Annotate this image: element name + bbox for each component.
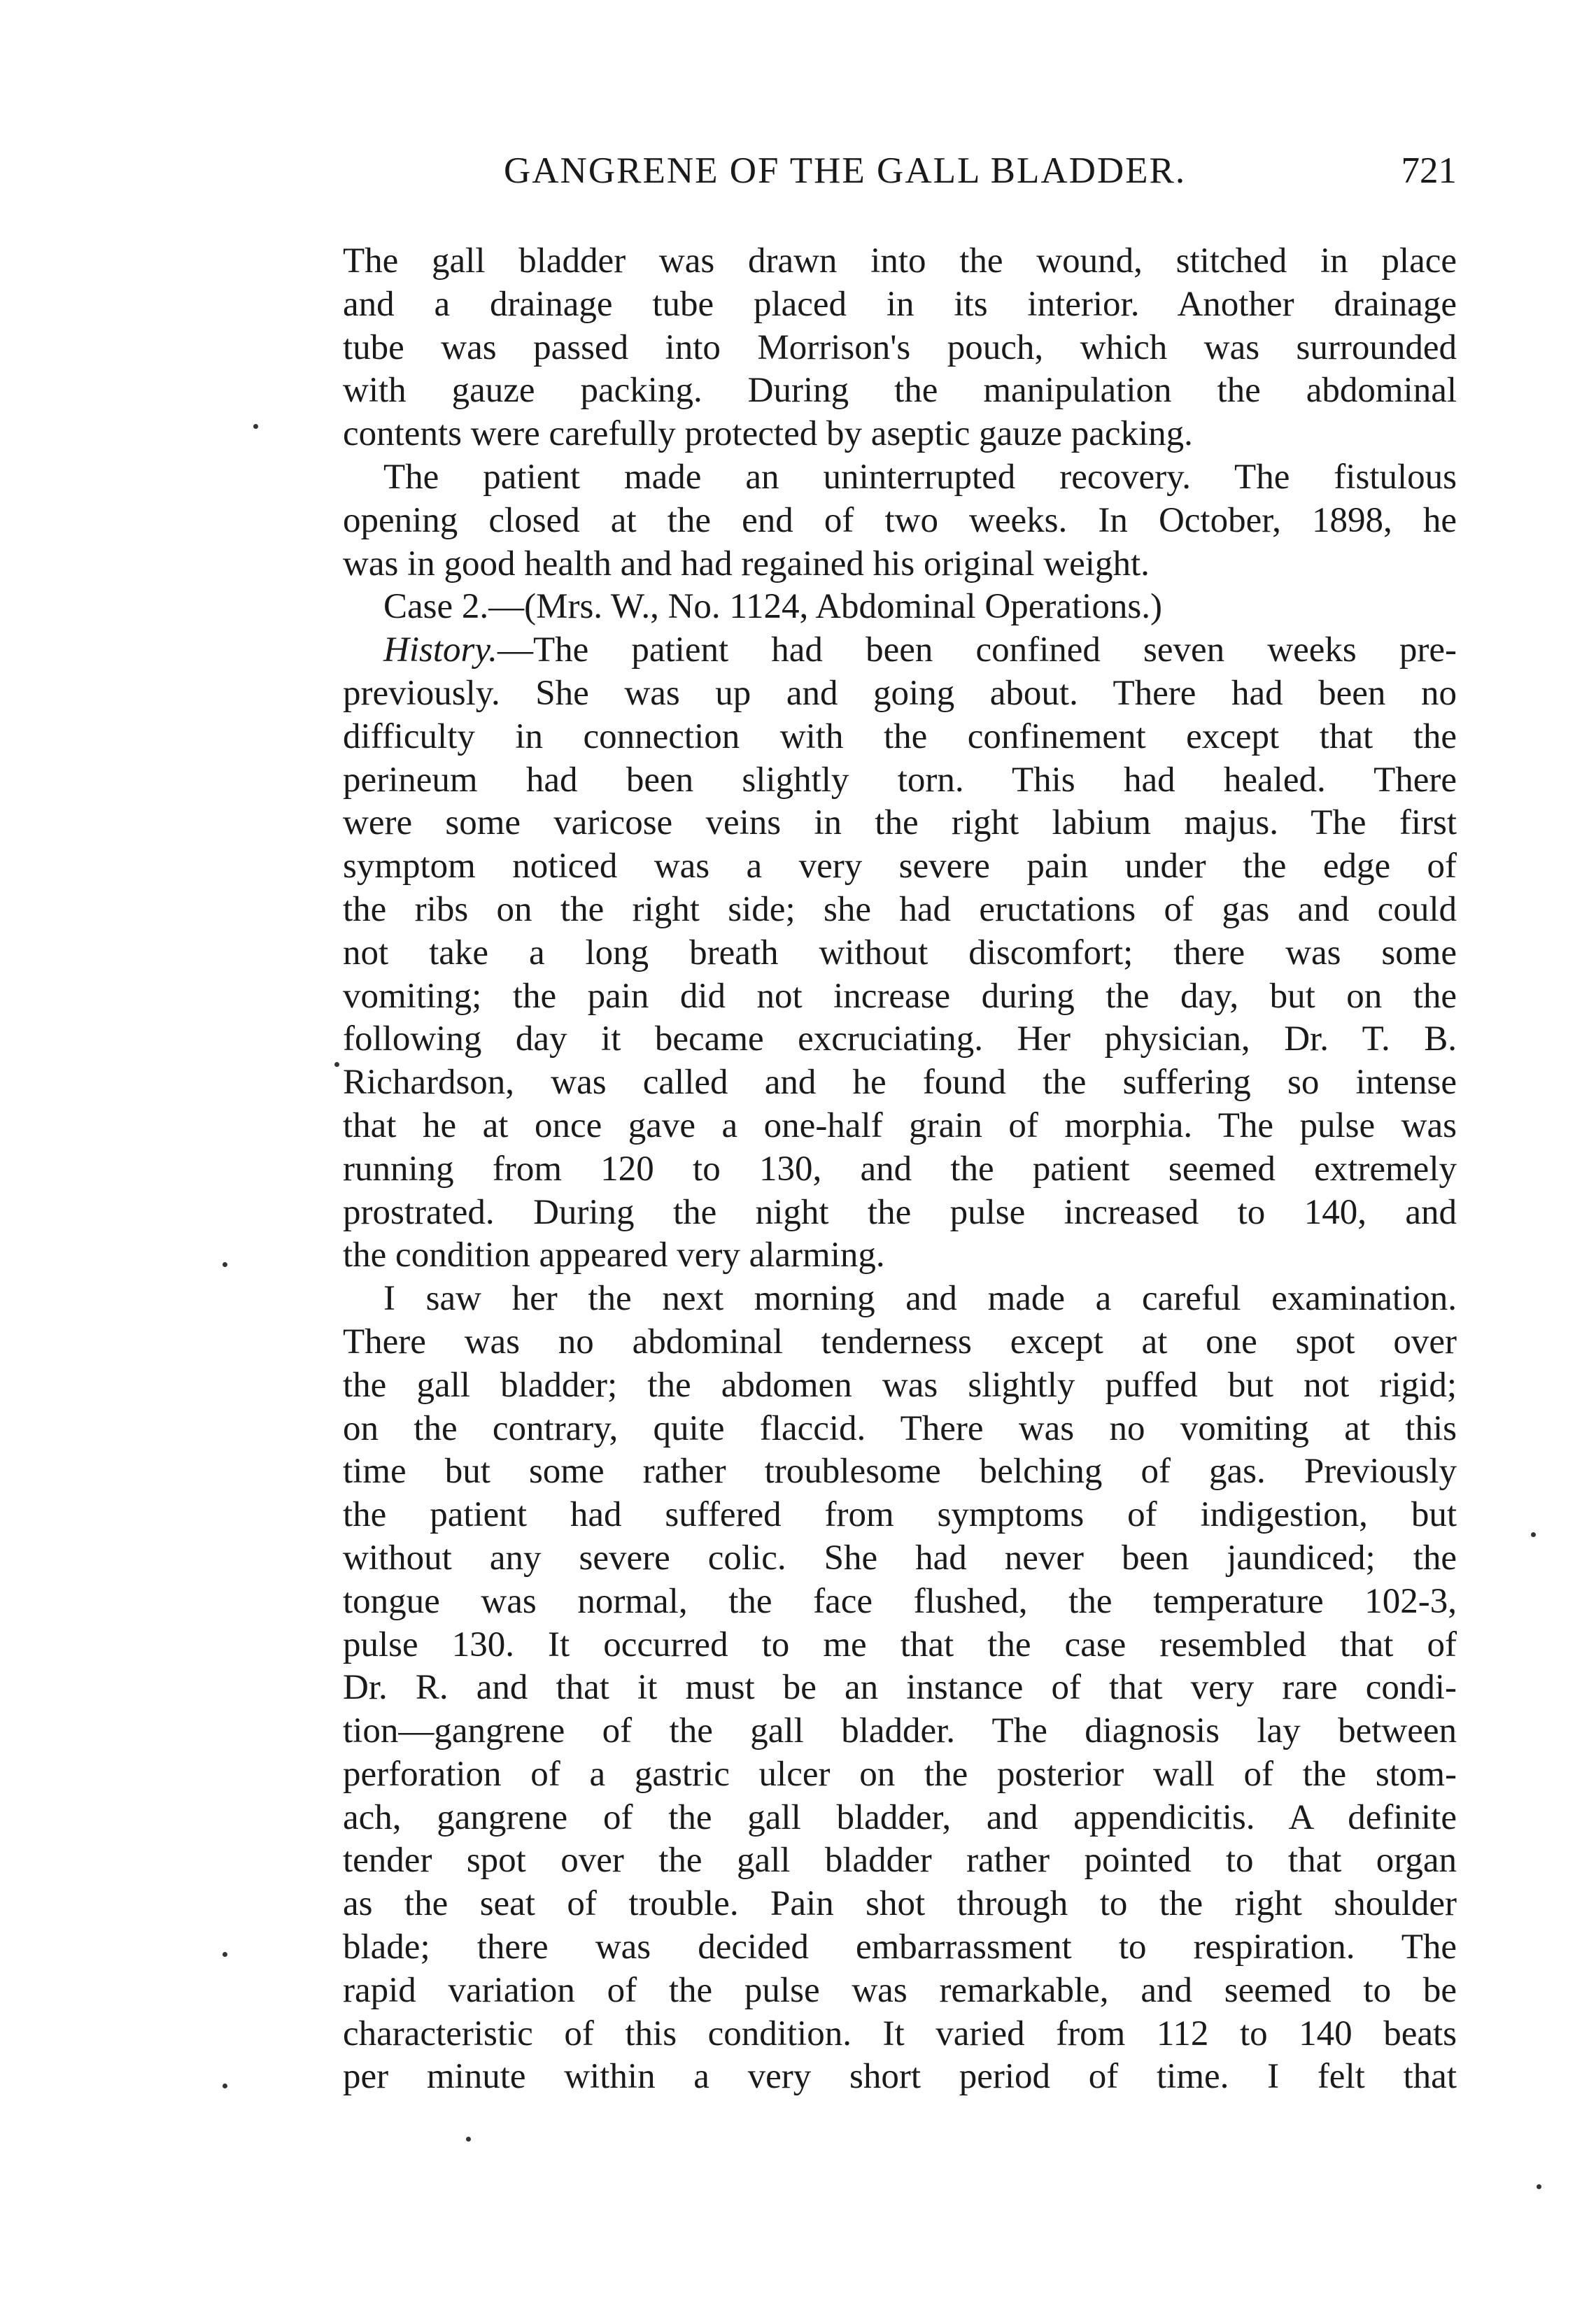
text-line: rapid variation of the pulse was remarkable, and seemed to be [343, 1970, 1457, 2010]
text-line: tongue was normal, the face flushed, the temperature 102-3, [343, 1581, 1457, 1621]
text-line: pulse 130. It occurred to me that the case resembled that of [343, 1625, 1457, 1664]
text-line: tion—gangrene of the gall bladder. The diagnosis lay between [343, 1711, 1457, 1751]
running-head: GANGRENE OF THE GALL BLADDER. [504, 150, 1187, 191]
text-line: running from 120 to 130, and the patient seemed extremely [343, 1149, 1457, 1189]
scan-speck [1537, 2184, 1541, 2189]
text-line: with gauze packing. During the manipulation the abdominal [343, 371, 1457, 411]
history-label: History. [383, 630, 497, 670]
text-line: opening closed at the end of two weeks. In October, 1898, he [343, 500, 1457, 540]
text-line: as the seat of trouble. Pain shot through to the right shoulder [343, 1884, 1457, 1924]
text-line: contents were carefully protected by aseptic gauze packing. [343, 414, 1193, 454]
scan-speck [253, 424, 258, 429]
text-line: not take a long breath without discomfort; there was some [343, 933, 1457, 972]
text-line: and a drainage tube placed in its interior. Another drainage [343, 284, 1457, 324]
text-line: on the contrary, quite flaccid. There was no vomiting at this [343, 1408, 1457, 1448]
text-line: tender spot over the gall bladder rather pointed to that organ [343, 1841, 1457, 1881]
text-line: following day it became excruciating. Her physician, Dr. T. B. [343, 1019, 1457, 1059]
history-rest: —The patient had been confined seven weeks pre- [497, 630, 1457, 670]
text-line: Richardson, was called and he found the suffering so intense [343, 1063, 1457, 1103]
text-line: blade; there was decided embarrassment to respiration. The [343, 1928, 1457, 1967]
text-line: There was no abdominal tenderness except at one spot over [343, 1322, 1457, 1361]
text-line: tube was passed into Morrison's pouch, which was surrounded [343, 327, 1457, 367]
case-heading: Case 2.—(Mrs. W., No. 1124, Abdominal Operations.) [383, 587, 1162, 627]
text-line: previously. She was up and going about. There had been no [343, 673, 1457, 713]
scan-speck [466, 2137, 471, 2142]
text-line: time but some rather troublesome belching of gas. Previously [343, 1452, 1457, 1492]
text-line: the ribs on the right side; she had eructations of gas and could [343, 889, 1457, 929]
history-line [343, 629, 1457, 672]
scan-speck [223, 1262, 227, 1267]
text-line: The gall bladder was drawn into the wound, stitched in place [343, 241, 1457, 281]
text-line: perineum had been slightly torn. This had healed. There [343, 760, 1457, 800]
text-line: the patient had suffered from symptoms of indigestion, but [343, 1495, 1457, 1535]
text-line: The patient made an uninterrupted recovery. The fistulous [383, 457, 1457, 497]
scan-speck [223, 1952, 227, 1957]
text-line: was in good health and had regained his original weight. [343, 544, 1150, 583]
text-line: that he at once gave a one-half grain of morphia. The pulse was [343, 1105, 1457, 1145]
text-line: the condition appeared very alarming. [343, 1236, 885, 1275]
body-text [343, 240, 1457, 2099]
text-line: ach, gangrene of the gall bladder, and appendicitis. A definite [343, 1797, 1457, 1837]
text-line: Dr. R. and that it must be an instance of that very rare condi- [343, 1668, 1457, 1708]
text-line: prostrated. During the night the pulse increased to 140, and [343, 1192, 1457, 1232]
text-line: symptom noticed was a very severe pain under the edge of [343, 847, 1457, 886]
scan-speck [223, 2084, 227, 2088]
text-line: per minute within a very short period of time. I felt that [343, 2057, 1457, 2097]
text-line: characteristic of this condition. It varied from 112 to 140 beats [343, 2014, 1457, 2053]
text-line: difficulty in connection with the confinement except that the [343, 716, 1457, 756]
text-line: the gall bladder; the abdomen was slightly puffed but not rigid; [343, 1365, 1457, 1405]
text-line: perforation of a gastric ulcer on the posterior wall of the stom- [343, 1754, 1457, 1794]
scan-speck [334, 1062, 339, 1067]
text-line: were some varicose veins in the right labium majus. The first [343, 803, 1457, 843]
page-number: 721 [1401, 150, 1457, 191]
page-header [343, 150, 1457, 206]
scan-speck [1531, 1532, 1536, 1537]
text-line: without any severe colic. She had never been jaundiced; the [343, 1538, 1457, 1578]
text-line: vomiting; the pain did not increase during the day, but on the [343, 976, 1457, 1016]
text-line: I saw her the next morning and made a careful examination. [383, 1279, 1457, 1319]
